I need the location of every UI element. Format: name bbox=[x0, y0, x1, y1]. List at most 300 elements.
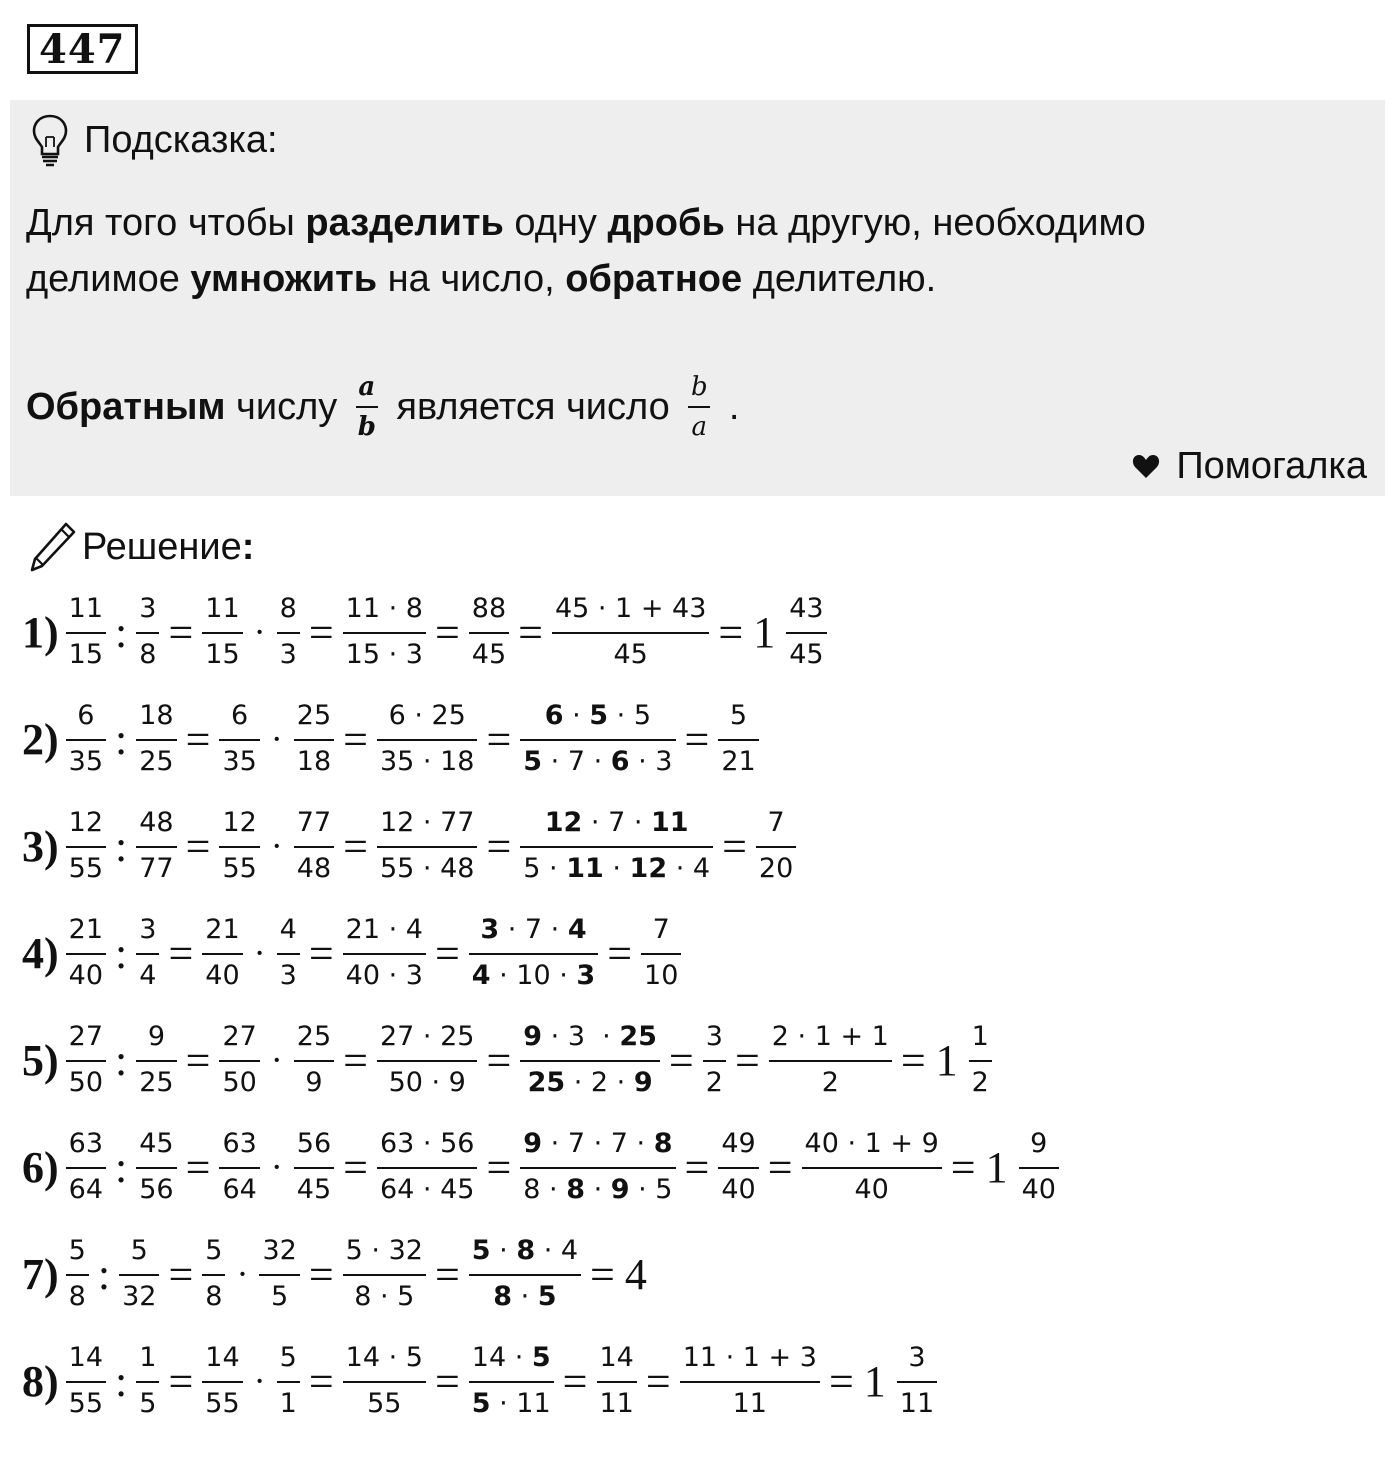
division-sign: : bbox=[97, 1249, 111, 1299]
brand bbox=[1132, 440, 1367, 492]
bold-fragment: дробь bbox=[607, 202, 725, 244]
fraction-numerator: 4 bbox=[279, 914, 297, 945]
fraction bbox=[136, 912, 159, 994]
fraction-b-over-a bbox=[688, 372, 710, 442]
fraction-bar bbox=[469, 1381, 554, 1383]
fraction-bar bbox=[520, 1167, 675, 1169]
fraction-numerator: 5 bbox=[68, 1235, 86, 1266]
fraction-numerator: 9 bbox=[147, 1021, 166, 1052]
equals-sign: = bbox=[185, 714, 211, 764]
fraction-bar bbox=[786, 632, 826, 634]
fraction bbox=[802, 1126, 942, 1208]
fraction-numerator: 63 · 56 bbox=[379, 1128, 475, 1159]
solution-line bbox=[22, 689, 762, 789]
fraction-denominator: 8 · 8 · 9 · 5 bbox=[523, 1174, 673, 1205]
fraction-bar bbox=[377, 739, 477, 741]
fraction-bar bbox=[1019, 1167, 1059, 1169]
fraction-denominator: 45 bbox=[296, 1174, 332, 1205]
fraction bbox=[718, 1126, 758, 1208]
fraction-bar bbox=[219, 1060, 259, 1062]
fraction-denominator: 50 bbox=[68, 1067, 104, 1098]
fraction-denominator: 77 bbox=[139, 853, 174, 884]
fraction-denominator: 25 · 2 · 9 bbox=[527, 1067, 653, 1098]
whole-number: 1 bbox=[935, 1035, 958, 1085]
fraction bbox=[897, 1340, 937, 1422]
fraction-bar bbox=[718, 1167, 758, 1169]
division-sign: : bbox=[115, 928, 128, 978]
fraction bbox=[469, 912, 598, 994]
fraction-numerator: 14 · 5 bbox=[345, 1342, 423, 1373]
fraction-bar bbox=[897, 1381, 937, 1383]
fraction-denominator: 8 · 5 bbox=[493, 1281, 557, 1312]
fraction bbox=[66, 805, 106, 887]
text-fragment: . bbox=[718, 385, 740, 428]
fraction-denominator: 40 bbox=[205, 960, 240, 991]
fraction bbox=[597, 1340, 637, 1422]
fraction-bar bbox=[520, 739, 675, 741]
fraction-denominator: 48 bbox=[296, 853, 332, 884]
fraction-bar bbox=[294, 846, 334, 848]
fraction-denominator: 8 bbox=[68, 1281, 86, 1312]
fraction-bar bbox=[377, 846, 477, 848]
bold-fragment: разделить bbox=[305, 202, 504, 244]
solution-line bbox=[22, 582, 830, 682]
fraction-numerator: 11 · 1 + 3 bbox=[682, 1342, 817, 1373]
solution-header bbox=[28, 518, 254, 576]
fraction bbox=[202, 912, 242, 994]
fraction-denominator: 5 bbox=[271, 1281, 289, 1312]
fraction-denominator: 40 bbox=[1021, 1174, 1056, 1205]
fraction bbox=[469, 591, 509, 673]
equals-sign: = bbox=[722, 821, 747, 871]
fraction-numerator: 49 bbox=[721, 1128, 756, 1159]
fraction-denominator: 5 · 11 · 12 · 4 bbox=[523, 853, 711, 884]
hint-text bbox=[26, 195, 1366, 307]
fraction-bar bbox=[520, 1060, 660, 1062]
task-number: 447 bbox=[27, 24, 138, 74]
solution-title-text: Решение bbox=[82, 525, 242, 568]
equals-sign: = bbox=[308, 1249, 334, 1299]
multiplication-sign: · bbox=[270, 1040, 283, 1080]
fraction bbox=[469, 1233, 581, 1315]
fraction-bar bbox=[688, 406, 710, 408]
fraction-numerator: 11 bbox=[205, 593, 240, 624]
equals-sign: = bbox=[308, 607, 334, 657]
fraction-denominator: 9 bbox=[305, 1067, 323, 1098]
whole-number: 1 bbox=[985, 1142, 1008, 1192]
fraction-bar bbox=[66, 1381, 106, 1383]
equals-sign: = bbox=[343, 1035, 368, 1085]
fraction-numerator: 5 bbox=[205, 1235, 223, 1266]
solution-line bbox=[22, 903, 684, 1003]
equals-sign: = bbox=[900, 1035, 926, 1085]
fraction-numerator: a bbox=[358, 372, 376, 402]
fraction-bar bbox=[469, 953, 598, 955]
fraction-numerator: 43 bbox=[789, 593, 824, 624]
solution-title-colon: : bbox=[241, 525, 255, 568]
fraction-bar bbox=[277, 953, 300, 955]
fraction bbox=[294, 698, 334, 780]
fraction bbox=[66, 591, 106, 673]
fraction-numerator: 14 · 5 bbox=[471, 1342, 551, 1373]
lightbulb-icon bbox=[30, 113, 70, 167]
fraction-bar bbox=[356, 406, 378, 408]
fraction-bar bbox=[343, 632, 426, 634]
division-sign: : bbox=[115, 821, 128, 871]
fraction-denominator: 5 · 11 bbox=[471, 1388, 551, 1419]
fraction bbox=[136, 1126, 176, 1208]
fraction-bar bbox=[343, 1381, 426, 1383]
fraction-bar bbox=[202, 632, 242, 634]
text-fragment: числу bbox=[225, 385, 348, 428]
fraction-numerator: 27 · 25 bbox=[379, 1021, 475, 1052]
fraction-numerator: 5 bbox=[729, 700, 748, 731]
fraction-bar bbox=[202, 1381, 242, 1383]
fraction-numerator: 12 bbox=[68, 807, 104, 838]
solution-line bbox=[22, 1010, 995, 1110]
fraction bbox=[219, 805, 259, 887]
fraction-denominator: 5 · 7 · 6 · 3 bbox=[523, 746, 673, 777]
fraction-denominator: 2 bbox=[705, 1067, 723, 1098]
fraction-denominator: a bbox=[691, 412, 708, 442]
fraction-bar bbox=[520, 846, 713, 848]
fraction-bar bbox=[136, 846, 176, 848]
fraction-bar bbox=[294, 1060, 334, 1062]
solution-line-number: 4) bbox=[22, 928, 59, 978]
fraction-numerator: 11 bbox=[68, 593, 104, 624]
fraction-denominator: 55 bbox=[68, 853, 104, 884]
fraction bbox=[294, 805, 334, 887]
equals-sign: = bbox=[607, 928, 633, 978]
inverse-number-line bbox=[26, 362, 739, 452]
fraction-numerator: 27 bbox=[68, 1021, 104, 1052]
fraction-bar bbox=[769, 1060, 892, 1062]
text-fragment: является число bbox=[385, 385, 681, 428]
fraction-denominator: 35 bbox=[222, 746, 257, 777]
fraction-denominator: 64 · 45 bbox=[379, 1174, 475, 1205]
fraction bbox=[119, 1233, 159, 1315]
fraction-denominator: 35 bbox=[68, 746, 104, 777]
fraction bbox=[136, 1340, 159, 1422]
fraction-denominator: 8 · 5 bbox=[354, 1281, 415, 1312]
fraction-numerator: b bbox=[690, 372, 708, 402]
equals-sign: = bbox=[168, 1356, 194, 1406]
fraction-denominator: 45 bbox=[613, 639, 648, 670]
fraction-a-over-b bbox=[356, 372, 378, 442]
fraction-denominator: 50 · 9 bbox=[388, 1067, 466, 1098]
equals-sign: = bbox=[434, 1356, 460, 1406]
fraction-numerator: 32 bbox=[262, 1235, 297, 1266]
fraction bbox=[969, 1019, 992, 1101]
fraction-numerator: 12 · 77 bbox=[379, 807, 475, 838]
hint-line-2 bbox=[26, 251, 1366, 307]
fraction-denominator: 21 bbox=[721, 746, 756, 777]
text-fragment: одну bbox=[503, 202, 608, 244]
fraction bbox=[136, 805, 176, 887]
fraction bbox=[520, 1126, 675, 1208]
equals-sign: = bbox=[168, 607, 194, 657]
fraction-bar bbox=[66, 953, 106, 955]
fraction-numerator: 5 · 8 · 4 bbox=[471, 1235, 579, 1266]
fraction-denominator: b bbox=[357, 412, 376, 442]
equals-sign: = bbox=[590, 1249, 615, 1299]
fraction-bar bbox=[202, 953, 242, 955]
fraction-numerator: 8 bbox=[279, 593, 297, 624]
equals-sign: = bbox=[486, 1035, 512, 1085]
fraction-denominator: 15 · 3 bbox=[345, 639, 423, 670]
fraction-numerator: 9 bbox=[1030, 1128, 1048, 1159]
fraction-bar bbox=[66, 846, 106, 848]
fraction-bar bbox=[66, 1274, 89, 1276]
fraction-bar bbox=[136, 953, 159, 955]
multiplication-sign: · bbox=[270, 719, 283, 759]
fraction bbox=[343, 1233, 426, 1315]
fraction-numerator: 1 bbox=[971, 1021, 989, 1052]
solution-line bbox=[22, 1331, 940, 1431]
fraction-bar bbox=[219, 846, 259, 848]
multiplication-sign: · bbox=[253, 1361, 266, 1401]
brand-name: Помогалка bbox=[1176, 444, 1367, 487]
fraction-numerator: 48 bbox=[139, 807, 174, 838]
division-sign: : bbox=[115, 1035, 128, 1085]
fraction-numerator: 14 bbox=[599, 1342, 634, 1373]
fraction-bar bbox=[66, 739, 106, 741]
fraction-numerator: 45 bbox=[139, 1128, 174, 1159]
fraction-denominator: 8 bbox=[139, 639, 157, 670]
fraction bbox=[219, 1019, 259, 1101]
division-sign: : bbox=[115, 1356, 128, 1406]
fraction bbox=[66, 1126, 106, 1208]
fraction bbox=[219, 1126, 259, 1208]
fraction-numerator: 88 bbox=[471, 593, 507, 624]
equals-sign: = bbox=[434, 1249, 460, 1299]
multiplication-sign: · bbox=[253, 933, 266, 973]
multiplication-sign: · bbox=[236, 1254, 249, 1294]
fraction-numerator: 45 · 1 + 43 bbox=[554, 593, 707, 624]
fraction-denominator: 55 bbox=[367, 1388, 402, 1419]
fraction-bar bbox=[680, 1381, 820, 1383]
fraction-denominator: 45 bbox=[789, 639, 824, 670]
equals-sign: = bbox=[645, 1356, 671, 1406]
fraction bbox=[343, 1340, 426, 1422]
fraction-bar bbox=[219, 1167, 259, 1169]
solution-line-number: 8) bbox=[22, 1356, 59, 1406]
bold-fragment: обратное bbox=[565, 258, 743, 300]
fraction bbox=[202, 591, 242, 673]
fraction-numerator: 25 bbox=[296, 700, 332, 731]
fraction bbox=[641, 912, 681, 994]
equals-sign: = bbox=[486, 821, 512, 871]
equals-sign: = bbox=[185, 821, 211, 871]
equals-sign: = bbox=[518, 607, 543, 657]
equals-sign: = bbox=[684, 1142, 710, 1192]
fraction bbox=[520, 1019, 660, 1101]
fraction-denominator: 15 bbox=[68, 639, 104, 670]
fraction-numerator: 6 bbox=[77, 700, 95, 731]
fraction-denominator: 50 bbox=[222, 1067, 257, 1098]
fraction-denominator: 25 bbox=[139, 746, 174, 777]
fraction-bar bbox=[202, 1274, 225, 1276]
equals-sign: = bbox=[343, 714, 368, 764]
fraction-numerator: 40 · 1 + 9 bbox=[804, 1128, 939, 1159]
fraction bbox=[136, 591, 159, 673]
fraction-denominator: 4 bbox=[139, 960, 157, 991]
hint-line-1 bbox=[26, 195, 1366, 251]
solution-line-number: 6) bbox=[22, 1142, 59, 1192]
fraction bbox=[469, 1340, 554, 1422]
fraction-denominator: 11 bbox=[599, 1388, 634, 1419]
fraction-bar bbox=[136, 632, 159, 634]
fraction-numerator: 3 bbox=[139, 914, 157, 945]
solution-line bbox=[22, 796, 799, 896]
division-sign: : bbox=[115, 714, 128, 764]
fraction-denominator: 55 bbox=[205, 1388, 240, 1419]
fraction-bar bbox=[469, 1274, 581, 1276]
fraction-bar bbox=[277, 632, 300, 634]
fraction bbox=[219, 698, 259, 780]
fraction-denominator: 3 bbox=[279, 639, 297, 670]
fraction bbox=[718, 698, 758, 780]
fraction-numerator: 21 · 4 bbox=[345, 914, 423, 945]
equals-sign: = bbox=[168, 1249, 194, 1299]
solution-line-number: 5) bbox=[22, 1035, 59, 1085]
heart-icon bbox=[1132, 453, 1160, 479]
solution-line-number: 3) bbox=[22, 821, 59, 871]
fraction bbox=[66, 1233, 89, 1315]
fraction bbox=[377, 698, 477, 780]
fraction-bar bbox=[343, 953, 426, 955]
fraction-numerator: 7 bbox=[767, 807, 785, 838]
fraction-numerator: 5 bbox=[130, 1235, 148, 1266]
solution-line bbox=[22, 1224, 655, 1324]
bold-fragment: умножить bbox=[190, 258, 378, 300]
fraction-numerator: 63 bbox=[68, 1128, 104, 1159]
fraction bbox=[202, 1233, 225, 1315]
fraction-bar bbox=[66, 1167, 106, 1169]
fraction-bar bbox=[377, 1167, 477, 1169]
fraction-numerator: 12 · 7 · 11 bbox=[544, 807, 689, 838]
fraction bbox=[66, 1019, 106, 1101]
fraction-bar bbox=[969, 1060, 992, 1062]
fraction-denominator: 10 bbox=[644, 960, 679, 991]
fraction-denominator: 64 bbox=[222, 1174, 257, 1205]
solution-line-number: 2) bbox=[22, 714, 59, 764]
fraction bbox=[66, 1340, 106, 1422]
equals-sign: = bbox=[486, 714, 512, 764]
fraction-numerator: 9 · 7 · 7 · 8 bbox=[523, 1128, 673, 1159]
multiplication-sign: · bbox=[270, 1147, 283, 1187]
fraction-numerator: 77 bbox=[296, 807, 332, 838]
fraction-denominator: 20 bbox=[758, 853, 794, 884]
fraction-numerator: 9 · 3 · 25 bbox=[523, 1021, 657, 1052]
fraction-bar bbox=[136, 1060, 176, 1062]
fraction-numerator: 5 bbox=[279, 1342, 297, 1373]
equals-sign: = bbox=[308, 928, 334, 978]
solution-line-number: 1) bbox=[22, 607, 59, 657]
fraction-bar bbox=[294, 739, 334, 741]
fraction-bar bbox=[119, 1274, 159, 1276]
fraction-denominator: 40 bbox=[68, 960, 104, 991]
fraction bbox=[202, 1340, 242, 1422]
fraction-denominator: 45 bbox=[471, 639, 507, 670]
solution-line-number: 7) bbox=[22, 1249, 59, 1299]
equals-sign: = bbox=[684, 714, 710, 764]
fraction-bar bbox=[552, 632, 709, 634]
fraction-numerator: 3 bbox=[908, 1342, 926, 1373]
fraction-bar bbox=[377, 1060, 477, 1062]
fraction-denominator: 2 bbox=[971, 1067, 989, 1098]
fraction-numerator: 14 bbox=[205, 1342, 240, 1373]
fraction-numerator: 1 bbox=[139, 1342, 157, 1373]
fraction-numerator: 18 bbox=[139, 700, 174, 731]
equals-sign: = bbox=[668, 1035, 694, 1085]
fraction-denominator: 1 bbox=[279, 1388, 297, 1419]
fraction-numerator: 56 bbox=[296, 1128, 332, 1159]
fraction-numerator: 3 bbox=[139, 593, 157, 624]
fraction bbox=[66, 912, 106, 994]
fraction-numerator: 3 · 7 · 4 bbox=[480, 914, 587, 945]
equals-sign: = bbox=[486, 1142, 512, 1192]
fraction-numerator: 25 bbox=[296, 1021, 332, 1052]
equals-sign: = bbox=[343, 1142, 368, 1192]
division-sign: : bbox=[115, 1142, 128, 1192]
fraction bbox=[294, 1019, 334, 1101]
solution-line bbox=[22, 1117, 1062, 1217]
multiplication-sign: · bbox=[253, 612, 266, 652]
fraction bbox=[520, 805, 713, 887]
solution-title bbox=[82, 526, 254, 569]
equals-sign: = bbox=[767, 1142, 793, 1192]
equals-sign: = bbox=[828, 1356, 854, 1406]
equals-sign: = bbox=[185, 1035, 211, 1085]
fraction-bar bbox=[597, 1381, 637, 1383]
fraction bbox=[136, 698, 176, 780]
fraction-numerator: 21 bbox=[68, 914, 104, 945]
fraction bbox=[756, 805, 796, 887]
fraction-bar bbox=[469, 632, 509, 634]
fraction-numerator: 5 · 32 bbox=[345, 1235, 423, 1266]
fraction-numerator: 2 · 1 + 1 bbox=[771, 1021, 889, 1052]
equals-sign: = bbox=[343, 821, 368, 871]
fraction bbox=[66, 698, 106, 780]
fraction-numerator: 11 · 8 bbox=[345, 593, 423, 624]
fraction-denominator: 25 bbox=[139, 1067, 174, 1098]
fraction-denominator: 32 bbox=[122, 1281, 157, 1312]
fraction bbox=[680, 1340, 820, 1422]
fraction-denominator: 11 bbox=[899, 1388, 935, 1419]
fraction-denominator: 18 bbox=[296, 746, 332, 777]
fraction-numerator: 27 bbox=[222, 1021, 257, 1052]
fraction-bar bbox=[277, 1381, 300, 1383]
division-sign: : bbox=[115, 607, 128, 657]
fraction-denominator: 15 bbox=[205, 639, 240, 670]
fraction-denominator: 40 bbox=[854, 1174, 889, 1205]
fraction bbox=[377, 1126, 477, 1208]
fraction bbox=[277, 912, 300, 994]
fraction bbox=[786, 591, 826, 673]
fraction-denominator: 11 bbox=[732, 1388, 767, 1419]
fraction bbox=[277, 591, 300, 673]
fraction-denominator: 4 · 10 · 3 bbox=[471, 960, 596, 991]
text-fragment: Для того чтобы bbox=[26, 202, 306, 244]
fraction-denominator: 55 bbox=[68, 1388, 104, 1419]
fraction-bar bbox=[219, 739, 259, 741]
fraction-bar bbox=[136, 1167, 176, 1169]
fraction bbox=[277, 1340, 300, 1422]
fraction-denominator: 8 bbox=[205, 1281, 223, 1312]
fraction-denominator: 55 bbox=[222, 853, 257, 884]
fraction-numerator: 12 bbox=[222, 807, 257, 838]
